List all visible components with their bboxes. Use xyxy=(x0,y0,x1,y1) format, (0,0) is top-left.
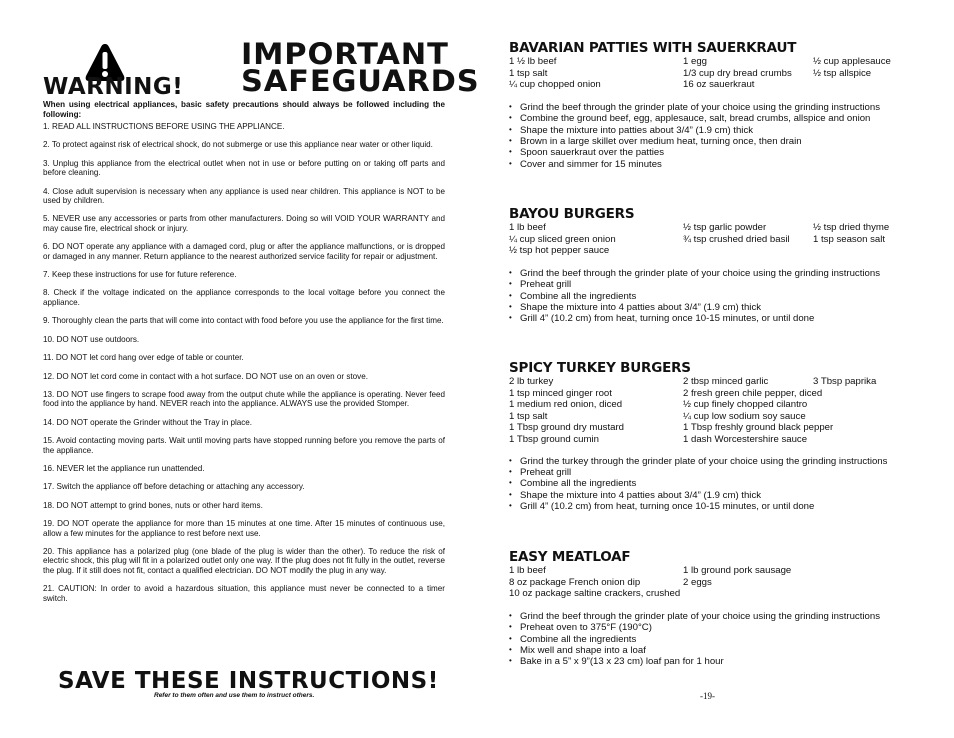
ingredient: 10 oz package saltine crackers, crushed xyxy=(509,588,681,600)
recipe-title: BAYOU BURGERS xyxy=(509,206,635,222)
safety-item: 9. Thoroughly clean the parts that will come into contact with food before you use the appliance for the first time. xyxy=(43,316,444,326)
step: • Combine all the ingredients xyxy=(509,478,909,489)
ingredient: ½ tsp dried thyme xyxy=(813,222,890,233)
ingredient: 1 lb beef xyxy=(509,222,546,233)
step: • Shape the mixture into patties about 3/4” (1.9 cm) thick xyxy=(509,125,909,136)
safety-item: 5. NEVER use any accessories or parts from other manufacturers. Doing so will VOID YOUR WARRANTY and may cause fire, electrical shock or injury. xyxy=(43,214,445,233)
ingredient: 2 tbsp minced garlic xyxy=(683,376,769,387)
ingredient: 1 lb beef xyxy=(509,565,546,576)
step: • Grill 4” (10.2 cm) from heat, turning once 10-15 minutes, or until done xyxy=(509,313,909,324)
recipe-title: SPICY TURKEY BURGERS xyxy=(509,360,691,376)
safety-item: 14. DO NOT operate the Grinder without the Tray in place. xyxy=(43,417,253,427)
safety-intro: When using electrical appliances, basic safety precautions should always be followed including the following: xyxy=(43,100,445,119)
ingredient: 1 tsp salt xyxy=(509,410,548,422)
ingredient: 3 Tbsp paprika xyxy=(813,376,877,387)
safety-item: 17. Switch the appliance off before detaching or attaching any accessory. xyxy=(43,482,305,492)
ingredient: ¼ cup chopped onion xyxy=(509,79,601,91)
safety-item: 7. Keep these instructions for use for future reference. xyxy=(43,270,237,280)
ingredient: 1 lb ground pork sausage xyxy=(683,565,792,576)
ingredient: 1 ½ lb beef xyxy=(509,56,557,67)
safety-item: 2. To protect against risk of electrical shock, do not submerge or use this appliance near water or other liquid. xyxy=(43,140,433,150)
ingredient: ¾ tsp crushed dried basil xyxy=(683,233,790,245)
step: • Cover and simmer for 15 minutes xyxy=(509,159,909,170)
step: • Grill 4” (10.2 cm) from heat, turning once 10-15 minutes, or until done xyxy=(509,501,909,512)
safety-item: 8. Check if the voltage indicated on the appliance corresponds to the local voltage before you connect the appliance. xyxy=(43,288,445,307)
ingredient: 1 tsp salt xyxy=(509,67,548,79)
ingredient-list xyxy=(509,565,909,600)
step: • Mix well and shape into a loaf xyxy=(509,645,909,656)
step-list xyxy=(509,268,909,325)
safety-item: 13. DO NOT use fingers to scrape food away from the output chute while the appliance is operating. Never feed food into the appliance by hand. NEVER reach into the appliance. ALWAYS use the provided Stomper. xyxy=(43,389,445,409)
step: • Grind the beef through the grinder plate of your choice using the grinding instructions xyxy=(509,268,909,279)
step-list xyxy=(509,102,909,170)
ingredient xyxy=(683,245,813,257)
title-line-2: SAFEGUARDS xyxy=(241,64,480,98)
ingredient-list xyxy=(509,222,909,257)
save-instructions-subtitle: Refer to them often and use them to instruct others. xyxy=(154,692,315,699)
warning-heading: WARNING! xyxy=(43,74,184,100)
recipe-bavarian-patties xyxy=(509,41,909,170)
safety-item: 19. DO NOT operate the appliance for more than 15 minutes at one time. After 15 minutes of continuous use, allow a few minutes for the appliance to rest before next use. xyxy=(43,519,445,538)
safety-item: 12. DO NOT let cord come in contact with a hot surface. DO NOT use on an oven or stove. xyxy=(43,371,368,381)
safety-item: 10. DO NOT use outdoors. xyxy=(43,334,140,344)
step: • Combine all the ingredients xyxy=(509,291,909,302)
step: • Shape the mixture into 4 patties about 3/4” (1.9 cm) thick xyxy=(509,302,909,313)
safety-item: 18. DO NOT attempt to grind bones, nuts or other hard items. xyxy=(43,500,263,510)
step: • Combine all the ingredients xyxy=(509,634,909,645)
step: • Preheat oven to 375°F (190°C) xyxy=(509,622,909,633)
safety-item: 1. READ ALL INSTRUCTIONS BEFORE USING THE APPLIANCE. xyxy=(43,122,285,131)
safety-list xyxy=(43,122,445,603)
ingredient: 1 dash Worcestershire sauce xyxy=(683,433,808,445)
step: • Spoon sauerkraut over the patties xyxy=(509,147,909,158)
safety-item: 6. DO NOT operate any appliance with a damaged cord, plug or after the appliance malfunctions, or is dropped or damaged in any manner. Return appliance to the nearest authorized service facility for repair or adjustment. xyxy=(43,242,445,261)
ingredient: 1/3 cup dry bread crumbs xyxy=(683,67,792,79)
ingredient: 16 oz sauerkraut xyxy=(683,79,755,91)
ingredient-list xyxy=(509,376,909,446)
step: • Grind the beef through the grinder plate of your choice using the grinding instructions xyxy=(509,102,909,113)
ingredient: 1 tsp season salt xyxy=(813,233,885,245)
ingredient: 1 Tbsp freshly ground black pepper xyxy=(683,422,834,434)
ingredient: 2 lb turkey xyxy=(509,376,554,387)
ingredient: 2 eggs xyxy=(683,576,712,588)
safety-item: 3. Unplug this appliance from the electrical outlet when not in use or before putting on or taking off parts and before cleaning. xyxy=(43,158,445,178)
ingredient: ½ tsp garlic powder xyxy=(683,222,767,233)
save-instructions-heading: SAVE THESE INSTRUCTIONS! xyxy=(58,668,439,694)
safety-item: 4. Close adult supervision is necessary when any appliance is used near children. This appliance is NOT to be used by children. xyxy=(43,186,445,206)
recipe-bayou-burgers xyxy=(509,207,909,325)
ingredient: ¼ cup sliced green onion xyxy=(509,233,616,245)
ingredient: ½ cup applesauce xyxy=(813,56,891,67)
safety-item: 20. This appliance has a polarized plug (one blade of the plug is wider than the other). To reduce the risk of electric shock, this plug will fit in a polarized outlet only one way. If the plug does not fit fully in the outlet, reverse the plug. If it still does not fit, contact a qualified electrician. DO NOT modify the plug in any way. xyxy=(43,546,445,575)
ingredient: ½ cup finely chopped cilantro xyxy=(683,399,808,411)
step: • Bake in a 5” x 9”(13 x 23 cm) loaf pan for 1 hour xyxy=(509,656,909,667)
ingredient: 1 Tbsp ground dry mustard xyxy=(509,422,625,434)
step-list xyxy=(509,456,909,513)
recipe-title: EASY MEATLOAF xyxy=(509,549,631,565)
safety-item: 16. NEVER let the appliance run unattended. xyxy=(43,463,205,473)
step-list xyxy=(509,611,909,668)
step: • Grind the turkey through the grinder plate of your choice using the grinding instructions xyxy=(509,456,909,467)
recipe-title: BAVARIAN PATTIES WITH SAUERKRAUT xyxy=(509,40,797,56)
ingredient: ¼ cup low sodium soy sauce xyxy=(683,410,806,422)
ingredient: ½ tsp hot pepper sauce xyxy=(509,245,610,257)
ingredient: 1 Tbsp ground cumin xyxy=(509,433,599,445)
important-safeguards-title xyxy=(241,37,480,98)
step: • Combine the ground beef, egg, applesauce, salt, bread crumbs, allspice and onion xyxy=(509,113,909,124)
step: • Preheat grill xyxy=(509,467,909,478)
ingredient-list xyxy=(509,56,909,91)
step: • Brown in a large skillet over medium heat, turning once, then drain xyxy=(509,136,909,147)
ingredient: 1 egg xyxy=(683,56,708,67)
ingredient: 8 oz package French onion dip xyxy=(509,576,641,588)
ingredient: 2 fresh green chile pepper, diced xyxy=(683,387,823,399)
recipe-spicy-turkey-burgers xyxy=(509,361,909,513)
step: • Shape the mixture into 4 patties about 3/4” (1.9 cm) thick xyxy=(509,490,909,501)
step: • Preheat grill xyxy=(509,279,909,290)
safety-item: 15. Avoid contacting moving parts. Wait until moving parts have stopped running before you remove the parts of the appliance. xyxy=(43,436,445,455)
recipe-easy-meatloaf xyxy=(509,550,909,668)
step: • Grind the beef through the grinder plate of your choice using the grinding instructions xyxy=(509,611,909,622)
title-line-1: IMPORTANT xyxy=(241,37,449,71)
ingredient xyxy=(683,588,813,600)
safety-item: 21. CAUTION: In order to avoid a hazardous situation, this appliance must never be connected to a timer switch. xyxy=(43,584,445,603)
ingredient: 1 medium red onion, diced xyxy=(509,399,623,411)
page-number: -19- xyxy=(700,691,715,701)
ingredient: ½ tsp allspice xyxy=(813,67,872,79)
ingredient: 1 tsp minced ginger root xyxy=(509,387,612,399)
safety-item: 11. DO NOT let cord hang over edge of table or counter. xyxy=(43,353,244,363)
